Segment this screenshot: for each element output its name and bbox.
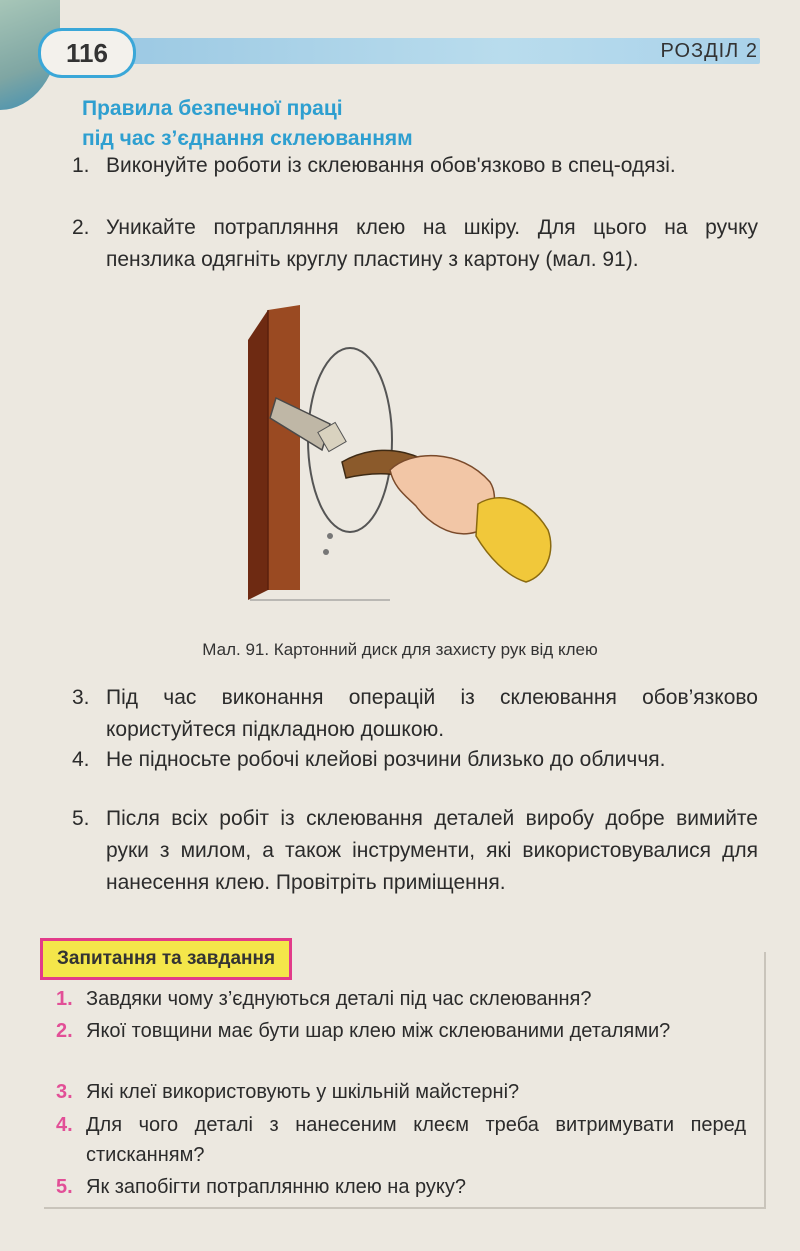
rule-text: Виконуйте роботи із склеювання обов'язково в спец-одязі. [106, 154, 676, 177]
rule-number: 4. [72, 748, 90, 771]
section-title-line-2: під час з’єднання склеюванням [82, 127, 413, 150]
sleeve [476, 498, 551, 582]
question-text: Як запобігти потраплянню клею на руку? [86, 1176, 467, 1198]
questions-title: Запитання та завдання [40, 938, 292, 980]
question-number: 4. [56, 1114, 73, 1136]
question-item [56, 1110, 746, 1170]
question-item [56, 1172, 746, 1202]
question-item [56, 984, 746, 1014]
section-title-line-1: Правила безпечної праці [82, 97, 343, 120]
rule-text: Не підносьте робочі клейові розчини близько до обличчя. [106, 748, 666, 771]
figure-caption: Мал. 91. Картонний диск для захисту рук від клею [202, 640, 598, 659]
glue-drop [323, 549, 329, 555]
section-label: РОЗДІЛ 2 [660, 40, 758, 62]
question-text: Для чого деталі з нанесеним клеєм треба витримувати перед стисканням? [86, 1114, 746, 1166]
rule-text: Уникайте потрапляння клею на шкіру. Для цього на ручку пензлика одягніть круглу пластину з картону (мал. 91). [106, 216, 758, 271]
question-number: 5. [56, 1176, 73, 1198]
rule-text: Після всіх робіт із склеювання деталей виробу добре вимийте руки з милом, а також інструменти, які використовувалися для нанесення клею. Провітріть приміщення. [106, 807, 758, 894]
question-item [56, 1016, 746, 1046]
rule-number: 3. [72, 686, 90, 709]
board-front [268, 305, 300, 590]
rule-item [72, 744, 758, 776]
question-item [56, 1077, 746, 1107]
section-title [82, 94, 413, 154]
glue-drop [327, 533, 333, 539]
question-number: 2. [56, 1020, 73, 1042]
rule-number: 1. [72, 154, 90, 177]
rule-item [72, 150, 758, 182]
page-number: 116 [38, 28, 136, 78]
rule-item [72, 682, 758, 746]
rule-item [72, 803, 758, 899]
question-text: Якої товщини має бути шар клею між склеюваними деталями? [86, 1020, 671, 1042]
question-number: 3. [56, 1081, 73, 1103]
rule-number: 2. [72, 216, 90, 239]
board-side [248, 310, 268, 600]
rule-number: 5. [72, 807, 90, 830]
question-number: 1. [56, 988, 73, 1010]
question-text: Завдяки чому з’єднуються деталі під час склеювання? [86, 988, 592, 1010]
figure-brush-with-disc [230, 300, 590, 610]
rule-text: Під час виконання операцій із склеювання обов’язково користуйтеся підкладною дошкою. [106, 686, 758, 741]
question-text: Які клеї використовують у шкільній майстерні? [86, 1081, 520, 1103]
rule-item [72, 212, 758, 276]
